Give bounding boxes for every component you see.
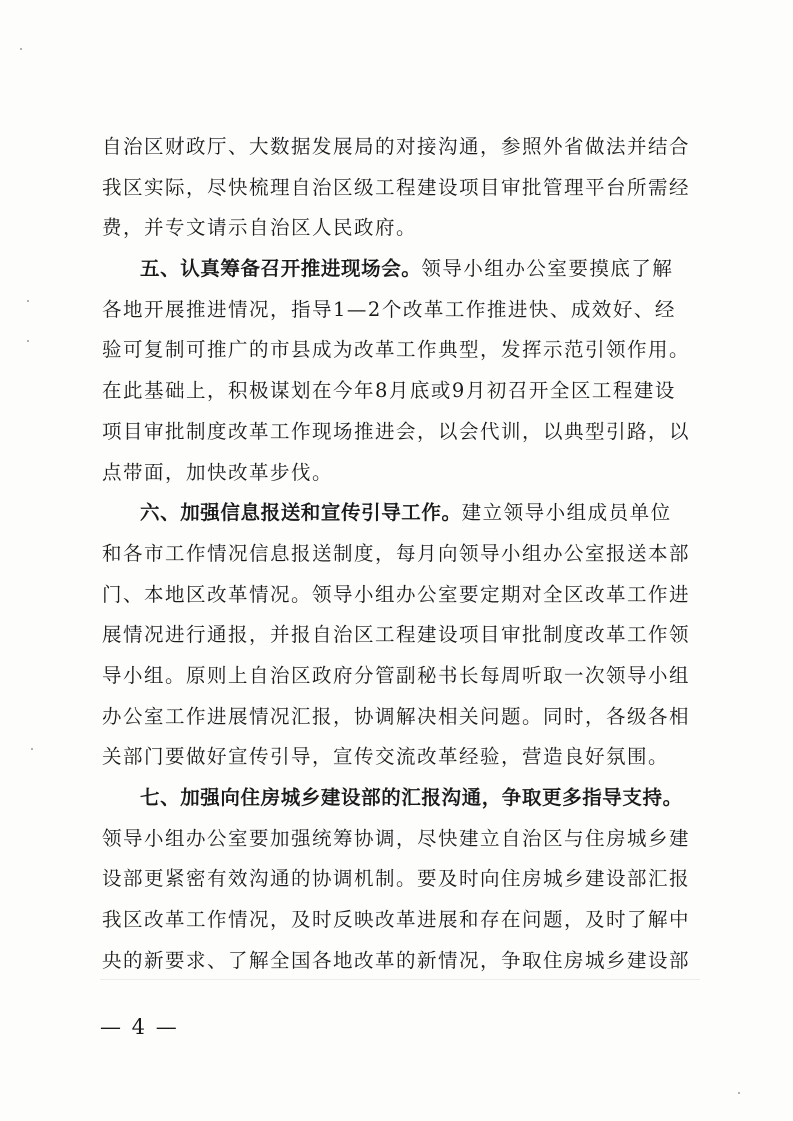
text-line: 验可复制可推广的市县成为改革工作典型，发挥示范引领作用。	[102, 338, 691, 362]
document-body	[102, 127, 694, 981]
text-line: 我区实际，尽快梳理自治区级工程建设项目审批管理平台所需经	[102, 175, 691, 199]
scan-speck	[31, 748, 33, 750]
scan-speck	[27, 340, 29, 342]
section-six-line	[102, 493, 694, 534]
text-line: 在此基础上，积极谋划在今年8月底或9月初召开全区工程建设	[102, 379, 676, 403]
section-seven-line	[102, 778, 694, 819]
scan-speck	[27, 300, 29, 302]
scan-speck	[20, 48, 22, 50]
text-line: 项目审批制度改革工作现场推进会，以会代训，以典型引路，以	[102, 419, 691, 443]
text-line: 我区改革工作情况，及时反映改革进展和存在问题，及时了解中	[102, 908, 691, 932]
text-line: 各地开展推进情况，指导1—2个改革工作推进快、成效好、经	[102, 297, 676, 321]
text-line: 展情况进行通报，并报自治区工程建设项目审批制度改革工作领	[102, 623, 691, 647]
text-line: 门、本地区改革情况。领导小组办公室要定期对全区改革工作进	[102, 582, 691, 606]
footer-divider	[100, 979, 700, 980]
text-line: 办公室工作进展情况汇报，协调解决相关问题。同时，各级各相	[102, 704, 691, 728]
text-line: 关部门要做好宣传引导，宣传交流改革经验，营造良好氛围。	[102, 745, 670, 769]
text-line: 导小组。原则上自治区政府分管副秘书长每周听取一次领导小组	[102, 663, 691, 687]
section-six-text: 建立领导小组成员单位	[461, 501, 672, 525]
text-line: 点带面，加快改革步伐。	[102, 460, 334, 484]
text-line: 自治区财政厅、大数据发展局的对接沟通，参照外省做法并结合	[102, 135, 691, 158]
section-five-line	[102, 249, 694, 290]
text-line: 央的新要求、了解全国各地改革的新情况，争取住房城乡建设部	[102, 948, 691, 972]
text-line: 费，并专文请示自治区人民政府。	[102, 216, 418, 240]
page-number: — 4 —	[100, 1015, 179, 1039]
section-five-text: 领导小组办公室要摸底了解	[421, 257, 674, 281]
text-line: 领导小组办公室要加强统筹协调，尽快建立自治区与住房城乡建	[102, 826, 691, 850]
section-six-heading: 六、加强信息报送和宣传引导工作。	[140, 501, 462, 525]
scan-speck	[738, 1092, 740, 1094]
section-five-heading: 五、认真筹备召开推进现场会。	[140, 257, 422, 281]
section-seven-heading: 七、加强向住房城乡建设部的汇报沟通，争取更多指导支持。	[140, 786, 683, 809]
text-line: 设部更紧密有效沟通的协调机制。要及时向住房城乡建设部汇报	[102, 867, 691, 891]
text-line: 和各市工作情况信息报送制度，每月向领导小组办公室报送本部	[102, 541, 691, 565]
